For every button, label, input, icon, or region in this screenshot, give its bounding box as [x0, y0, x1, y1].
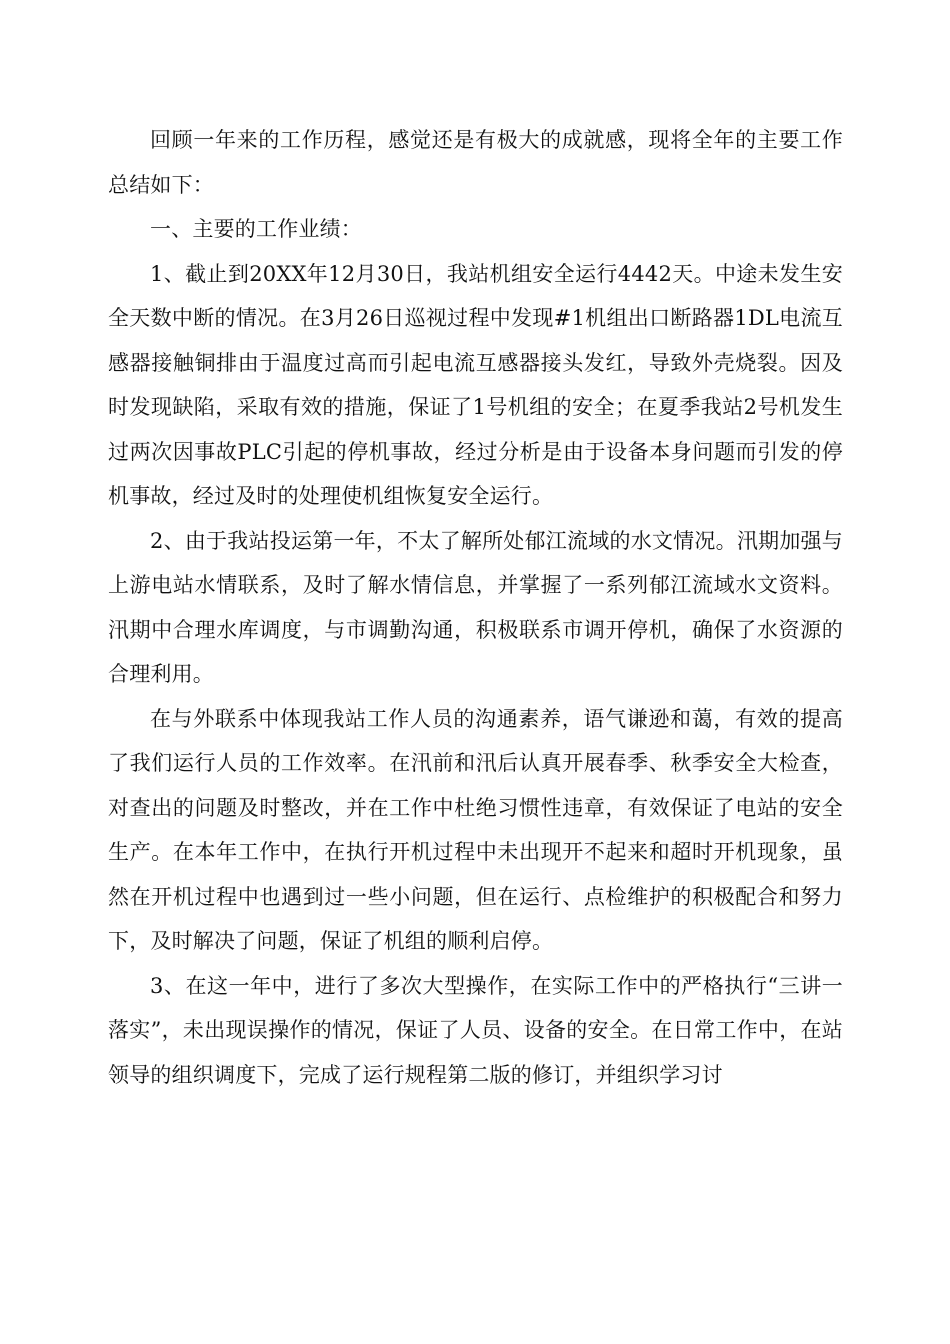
- paragraph-communication: 在与外联系中体现我站工作人员的沟通素养，语气谦逊和蔼，有效的提高了我们运行人员的工作效率。在汛前和汛后认真开展春季、秋季安全大检查，对查出的问题及时整改，并在工作中杜绝习惯性违章，有效保证了电站的安全生产。在本年工作中，在执行开机过程中未出现开不起来和超时开机现象，虽然在开机过程中也遇到过一些小问题，但在运行、点检维护的积极配合和努力下，及时解决了问题，保证了机组的顺利启停。: [108, 706, 843, 953]
- intro-paragraph: 回顾一年来的工作历程，感觉还是有极大的成就感，现将全年的主要工作总结如下：: [108, 128, 843, 197]
- paragraph-item-3: 3、在这一年中，进行了多次大型操作，在实际工作中的严格执行“三讲一落实”，未出现误操作的情况，保证了人员、设备的安全。在日常工作中，在站领导的组织调度下，完成了运行规程第二版的修订，并组织学习讨: [108, 973, 843, 1087]
- paragraph-item-2: 2、由于我站投运第一年，不太了解所处郁江流域的水文情况。汛期加强与上游电站水情联系，及时了解水情信息，并掌握了一系列郁江流域水文资料。汛期中合理水库调度，与市调勤沟通，积极联系市调开停机，确保了水资源的合理利用。: [108, 528, 843, 686]
- section-heading-achievements: 一、主要的工作业绩：: [150, 217, 362, 241]
- document-page: [108, 118, 843, 1097]
- paragraph-item-1: 1、截止到20XX年12月30日，我站机组安全运行4442天。中途未发生安全天数中断的情况。在3月26日巡视过程中发现#1机组出口断路器1DL电流互感器接触铜排由于温度过高而引起电流互感器接头发红，导致外壳烧裂。因及时发现缺陷，采取有效的措施，保证了1号机组的安全；在夏季我站2号机发生过两次因事故PLC引起的停机事故，经过分析是由于设备本身问题而引发的停机事故，经过及时的处理使机组恢复安全运行。: [108, 261, 843, 508]
